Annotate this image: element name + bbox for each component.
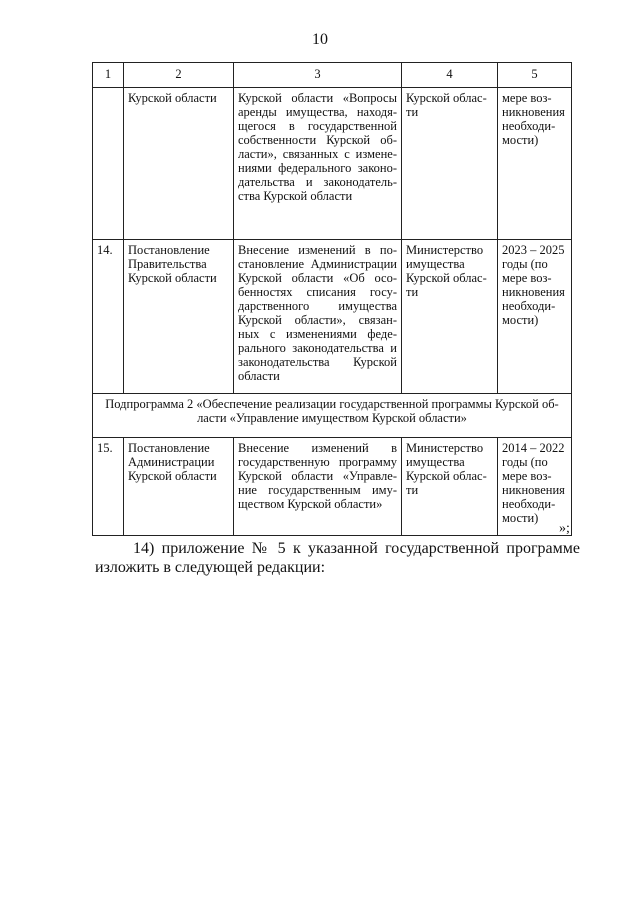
executor-cell: Курской облас-ти: [402, 88, 498, 240]
header-cell-2: 2: [124, 63, 234, 88]
subprogram-row: [93, 394, 572, 438]
table-header-row: [93, 63, 572, 88]
amendment-paragraph: [95, 539, 580, 577]
row-number-cell: 14.: [93, 240, 124, 394]
header-cell-1: 1: [93, 63, 124, 88]
table-row-14: [93, 240, 572, 394]
executor-cell: Министерство имущества Курской облас-ти: [402, 438, 498, 536]
paragraph-line-2: изложить в следующей редакции:: [95, 559, 326, 576]
table-row-15: [93, 438, 572, 536]
responsible-body-cell: Курской области: [124, 88, 234, 240]
header-cell-3: 3: [234, 63, 402, 88]
responsible-body-cell: Постановление Администрации Курской области: [124, 438, 234, 536]
row-number-cell: [93, 88, 124, 240]
table-row-continued: [93, 88, 572, 240]
deadline-cell: 2023 – 2025 годы (по мере воз-никновения необходи-мости): [498, 240, 572, 394]
paragraph-line-1: 14) приложение № 5 к указанной государственной программе: [133, 540, 580, 557]
program-table: [92, 62, 572, 536]
row-number-cell: 15.: [93, 438, 124, 536]
responsible-body-cell: Постановление Правительства Курской области: [124, 240, 234, 394]
deadline-cell: мере воз-никновения необходи-мости): [498, 88, 572, 240]
deadline-cell: 2014 – 2022 годы (по мере воз-никновения необходи-мости): [498, 438, 572, 536]
page-number: 10: [312, 31, 328, 48]
header-cell-5: 5: [498, 63, 572, 88]
measure-description-cell: Курской области «Вопросы аренды имущества, находя-щегося в государственной собственности Курской об-ласти», связанных с измене-ниями федерального законо-дательства и законодатель-ства Курской области: [234, 88, 402, 240]
subprogram-title: Подпрограмма 2 «Обеспечение реализации государственной программы Курской об-ласти «Управление имуществом Курской области»: [93, 394, 572, 438]
measure-description-cell: Внесение изменений в государственную программу Курской области «Управле-ние государственным иму-ществом Курской области»: [234, 438, 402, 536]
header-cell-4: 4: [402, 63, 498, 88]
measure-description-cell: Внесение изменений в по-становление Администрации Курской области «Об осо-бенностях списания госу-дарственного имущества Курской области», связан-ных с изменениями феде-рального законодательства и законодательства Курской области: [234, 240, 402, 394]
executor-cell: Министерство имущества Курской облас-ти: [402, 240, 498, 394]
closing-quote: »;: [559, 521, 570, 536]
